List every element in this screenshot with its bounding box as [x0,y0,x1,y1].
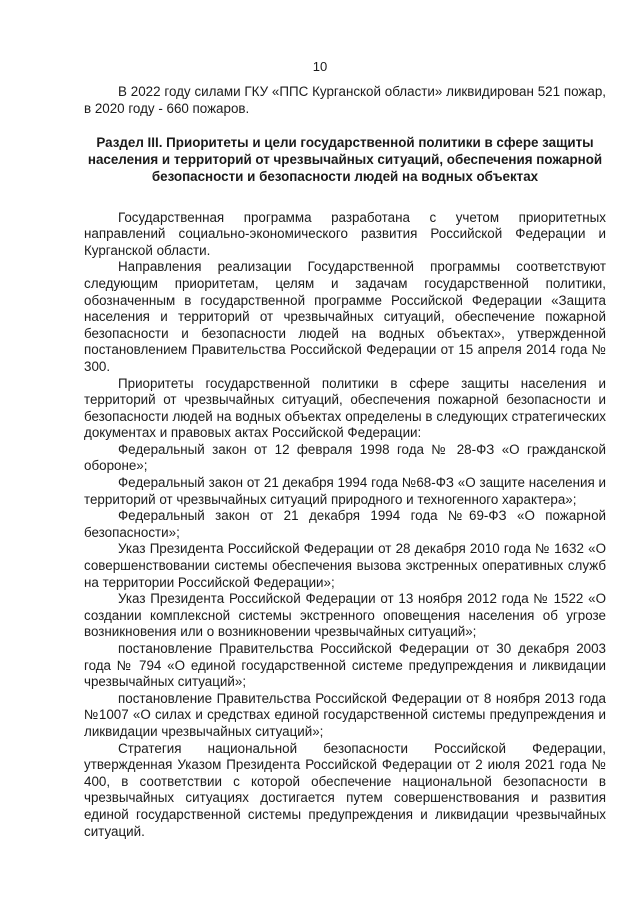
section-title: Раздел III. Приоритеты и цели государственной политики в сфере защиты населения и территорий от чрезвычайных ситуаций, обеспечения пожарной безопасности и безопасности людей на водных объектах [87,135,603,184]
document-body [84,84,606,840]
list-item-decree-1522: Указ Президента Российской Федерации от 13 ноября 2012 года № 1522 «О создании комплексной системы экстренного оповещения населения об угрозе возникновения или о возникновении чрезвычайных ситуаций»; [84,591,606,640]
paragraph-program-basis: Государственная программа разработана с учетом приоритетных направлений социально-экономического развития Российской Федерации и Курганской области. [84,209,606,258]
list-item-law-68fz: Федеральный закон от 21 декабря 1994 года №68-ФЗ «О защите населения и территорий от чрезвычайных ситуаций природного и техногенного характера»; [84,475,606,507]
list-item-law-69fz: Федеральный закон от 21 декабря 1994 года №69-ФЗ «О пожарной безопасности»; [84,508,606,540]
intro-paragraph: В 2022 году силами ГКУ «ППС Курганской области» ликвидирован 521 пожар, в 2020 году - 660 пожаров. [84,84,606,116]
page-number: 10 [312,59,328,74]
paragraph-directions: Направления реализации Государственной программы соответствуют следующим приоритетам, целям и задачам государственной политики, обозначенным в государственной программе Российской Федерации «Защита населения и территорий от чрезвычайных ситуаций, обеспечение пожарной безопасности и безопасности людей на водных объектах», утвержденной постановлением Правительства Российской Федерации от 15 апреля 2014 года № 300. [84,259,606,374]
list-item-resolution-794: постановление Правительства Российской Федерации от 30 декабря 2003 года № 794 «О единой государственной системе предупреждения и ликвидации чрезвычайных ситуаций»; [84,641,606,690]
list-item-security-strategy: Стратегия национальной безопасности Российской Федерации, утвержденная Указом Президента Российской Федерации от 2 июля 2021 года № 400, в соответствии с которой обеспечение национальной безопасности в чрезвычайных ситуациях достигается путем совершенствования и развития единой государственной системы предупреждения и ликвидации чрезвычайных ситуаций. [84,740,606,839]
list-item-law-28fz: Федеральный закон от 12 февраля 1998 года № 28-ФЗ «О гражданской обороне»; [84,441,606,474]
paragraph-priorities: Приоритеты государственной политики в сфере защиты населения и территорий от чрезвычайных ситуаций, обеспечения пожарной безопасности и безопасности людей на водных объектах определены в следующих стратегических документах и правовых актах Российской Федерации: [84,375,606,441]
list-item-decree-1632: Указ Президента Российской Федерации от 28 декабря 2010 года № 1632 «О совершенствовании системы обеспечения вызова экстренных оперативных служб на территории Российской Федерации»; [84,541,606,590]
list-item-resolution-1007: постановление Правительства Российской Федерации от 8 ноября 2013 года №1007 «О силах и средствах единой государственной системы предупреждения и ликвидации чрезвычайных ситуаций»; [84,690,606,739]
